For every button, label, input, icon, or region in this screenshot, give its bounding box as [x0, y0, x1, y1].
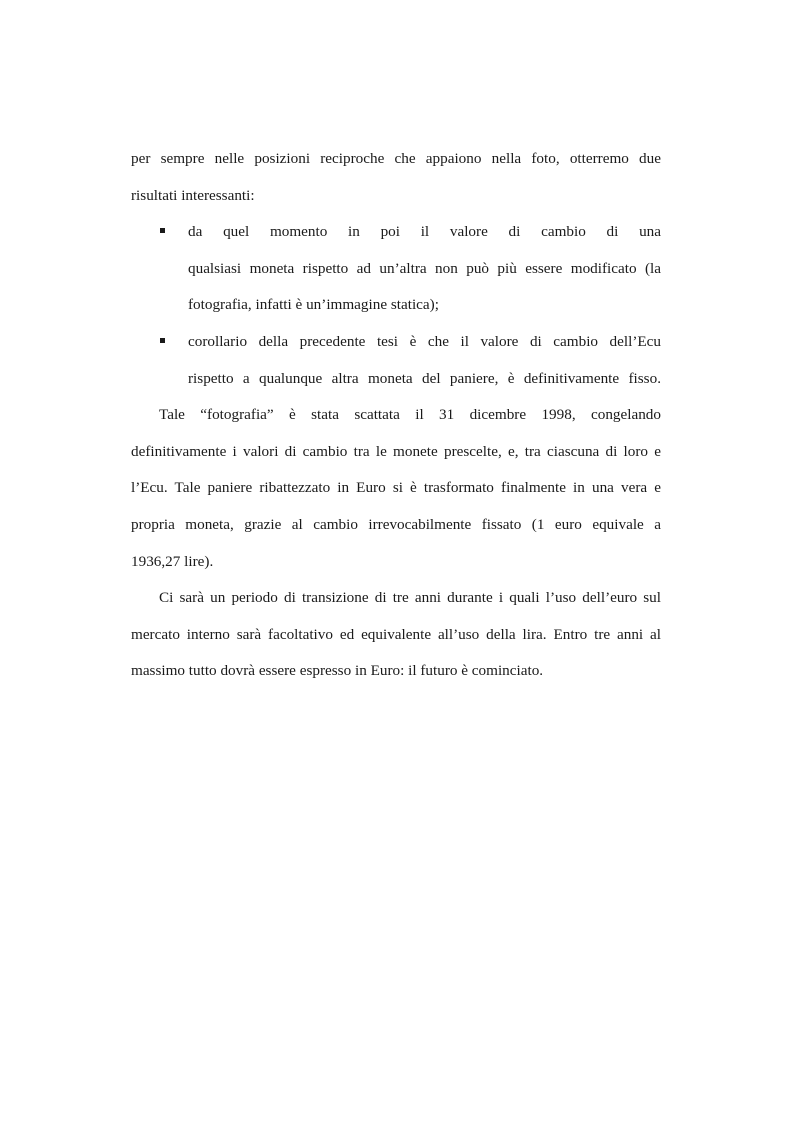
square-bullet-icon: [160, 338, 165, 343]
text-line: per sempre nelle posizioni reciproche che appaiono nella foto, otterremo due: [131, 150, 661, 167]
text-line: Tale “fotografia” è stata scattata il 31 dicembre 1998, congelando: [159, 406, 661, 424]
text-line: l’Ecu. Tale paniere ribattezzato in Euro si è trasformato finalmente in una vera e: [131, 479, 661, 497]
paragraph-intro: [131, 141, 661, 214]
text-line: definitivamente i valori di cambio tra le monete prescelte, e, tra ciascuna di loro e: [131, 442, 661, 460]
document-page: [131, 141, 661, 690]
text-line: rispetto a qualunque altra moneta del paniere, è definitivamente fisso.: [188, 369, 661, 387]
text-line: propria moneta, grazie al cambio irrevocabilmente fissato (1 euro equivale a: [131, 515, 661, 533]
text-line: fotografia, infatti è un’immagine statica);: [188, 296, 439, 314]
bullet-item-2: [131, 324, 661, 397]
bullet-item-1: [131, 214, 661, 324]
paragraph-fotografia: [131, 397, 661, 580]
text-line: da quel momento in poi il valore di cambio di una: [188, 223, 661, 241]
text-line: corollario della precedente tesi è che il valore di cambio dell’Ecu: [188, 332, 661, 350]
square-bullet-icon: [160, 228, 165, 233]
paragraph-transizione: [131, 580, 661, 690]
text-line: massimo tutto dovrà essere espresso in Euro: il futuro è cominciato.: [131, 662, 544, 680]
text-line: Ci sarà un periodo di transizione di tre anni durante i quali l’uso dell’euro sul: [159, 589, 661, 607]
text-line: mercato interno sarà facoltativo ed equivalente all’uso della lira. Entro tre anni al: [131, 625, 661, 643]
text-line: 1936,27 lire).: [131, 552, 214, 570]
text-line: risultati interessanti:: [131, 186, 255, 204]
text-line: qualsiasi moneta rispetto ad un’altra non può più essere modificato (la: [188, 259, 661, 277]
